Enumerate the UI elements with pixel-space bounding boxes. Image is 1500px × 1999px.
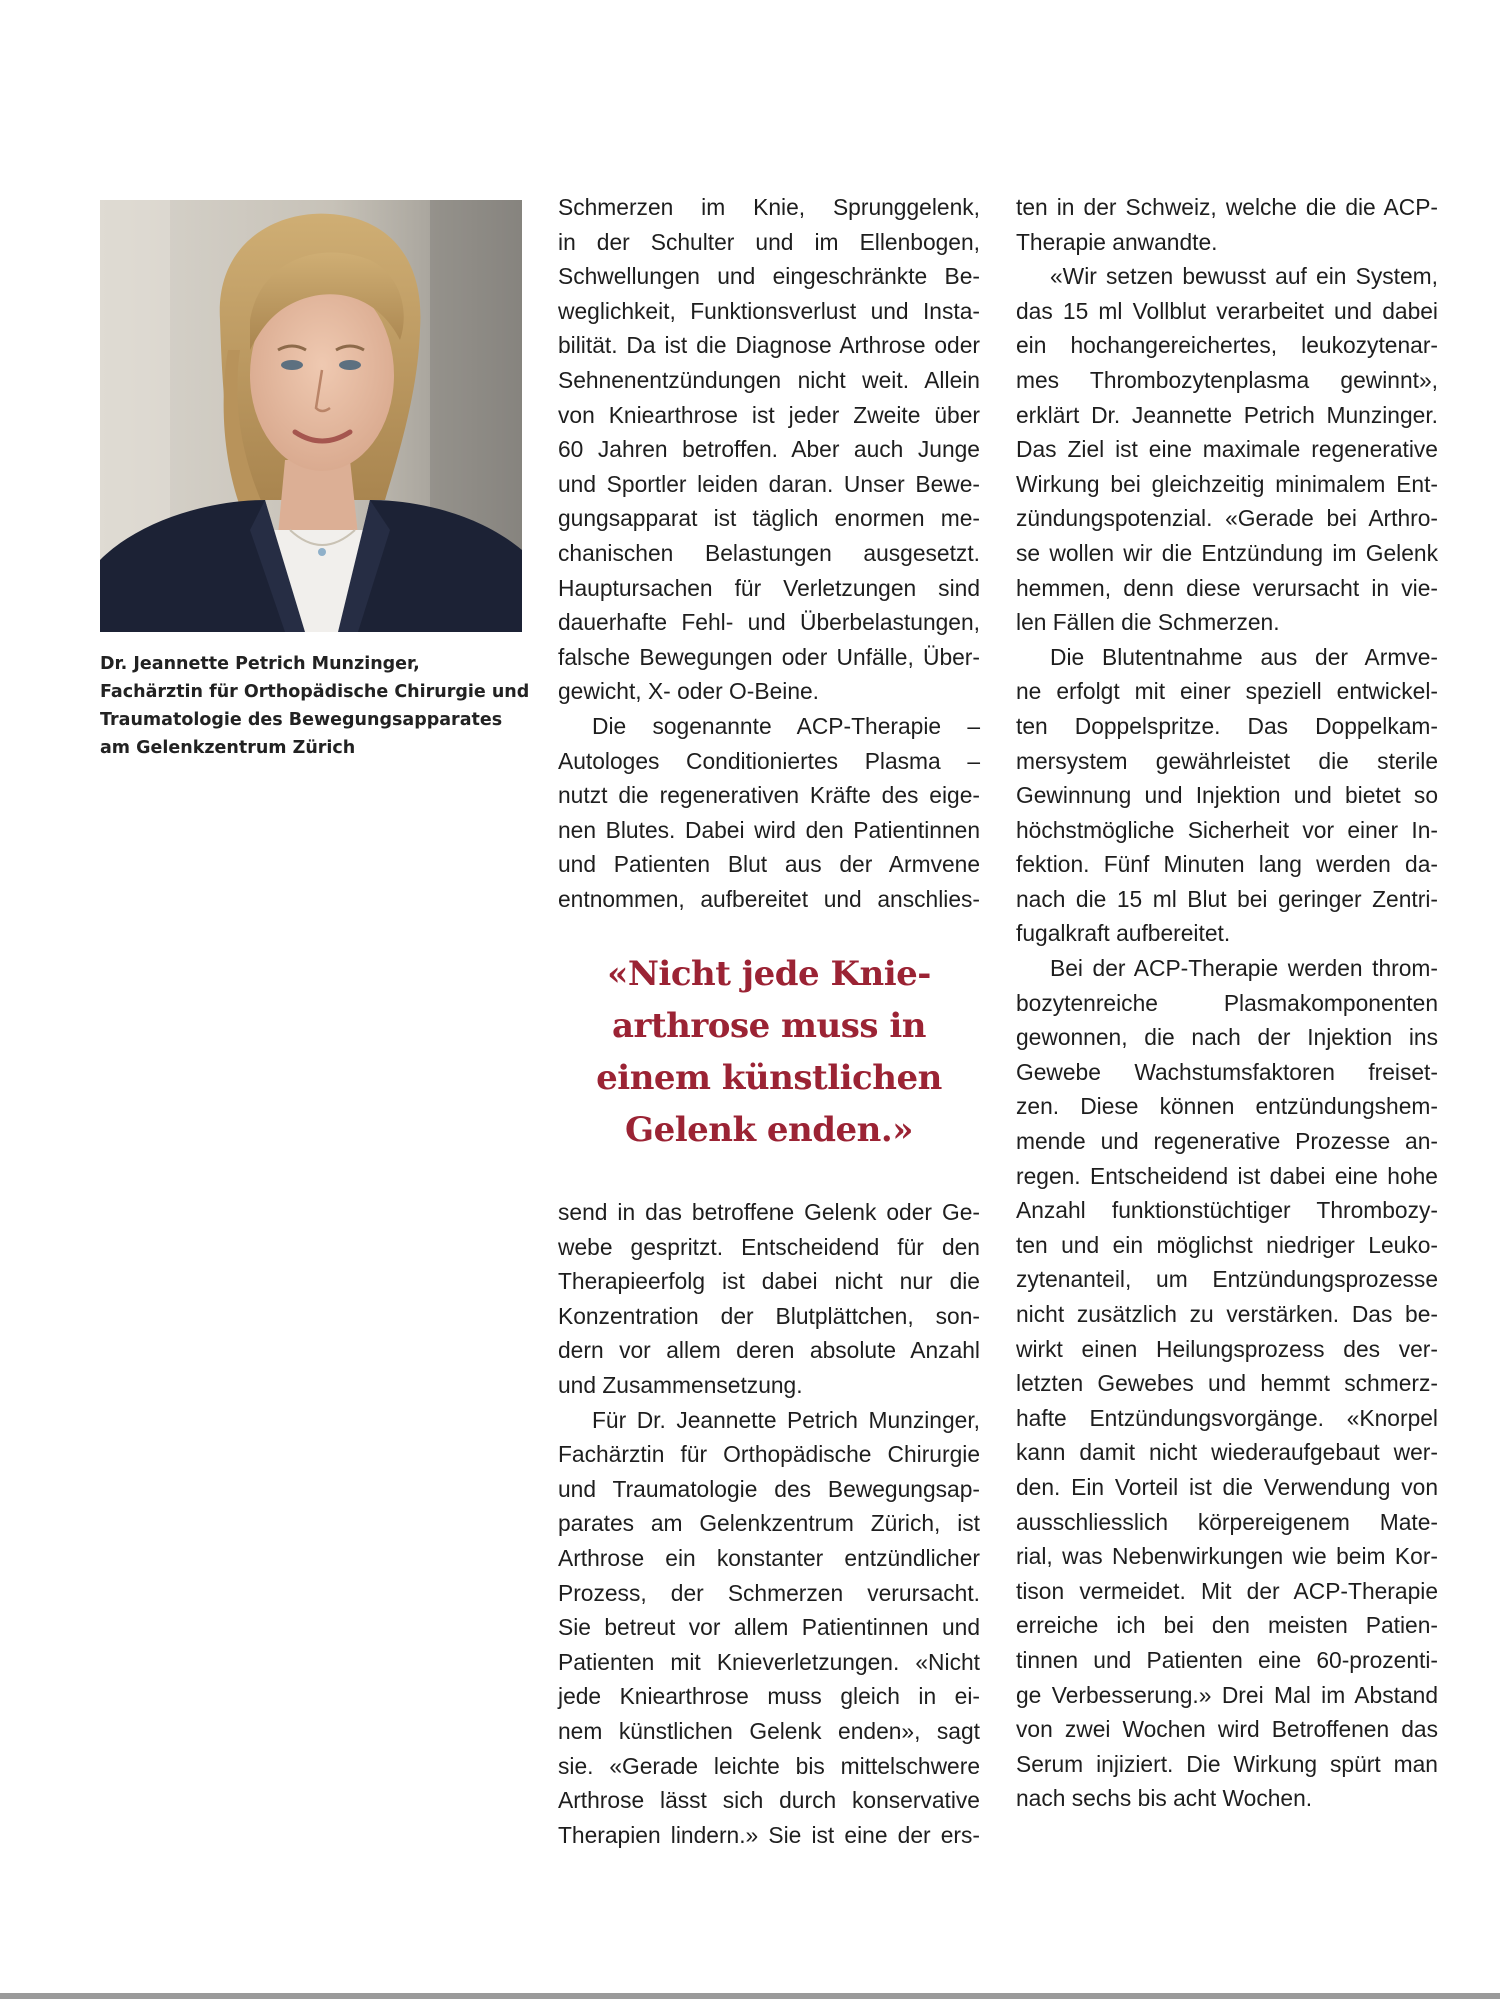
text-line: mersystem gewährleistet die sterile (1016, 747, 1438, 774)
text-line: nach sechs bis acht Wochen. (1016, 1785, 1313, 1812)
text-line: das 15 ml Vollblut verarbeitet und dabei (1016, 297, 1438, 324)
text-line: Therapieerfolg ist dabei nicht nur die (558, 1268, 980, 1295)
text-line: letzten Gewebes und hemmt schmerz- (1016, 1370, 1438, 1397)
text-line: und Sportler leiden daran. Unser Bewe- (558, 470, 980, 497)
article-column-1-bottom (558, 1195, 980, 1852)
text-line: fugalkraft aufbereitet. (1016, 920, 1231, 947)
pull-quote-line: arthrose muss in (611, 1006, 927, 1046)
text-line: ausschliesslich körpereigenem Mate- (1016, 1508, 1438, 1535)
text-line: Autologes Conditioniertes Plasma – (558, 747, 980, 774)
article-column-1-top (558, 190, 980, 916)
text-line: Fachärztin für Orthopädische Chirurgie (558, 1441, 980, 1468)
text-line: Die Blutentnahme aus der Armve- (1050, 643, 1438, 670)
text-line: Arthrose ein konstanter entzündlicher (558, 1544, 980, 1571)
text-line: zytenanteil, um Entzündungsprozesse (1016, 1266, 1438, 1293)
text-line: höchstmögliche Sicherheit vor einer In- (1016, 816, 1438, 843)
text-line: Anzahl funktionstüchtiger Thrombozy- (1016, 1197, 1438, 1224)
text-line: se wollen wir die Entzündung im Gelenk (1016, 539, 1438, 566)
text-line: und Traumatologie des Bewegungsap- (558, 1475, 980, 1502)
text-line: tinnen und Patienten eine 60-prozenti- (1016, 1646, 1438, 1673)
text-line: Bei der ACP-Therapie werden throm- (1050, 955, 1438, 982)
text-line: Schmerzen im Knie, Sprunggelenk, (558, 194, 980, 220)
text-line: ten Doppelspritze. Das Doppelkam- (1016, 712, 1438, 739)
text-line: Hauptursachen für Verletzungen sind (558, 574, 980, 601)
text-line: ein hochangereichertes, leukozytenar- (1016, 332, 1438, 359)
text-line: nem künstlichen Gelenk enden», sagt (558, 1717, 980, 1744)
text-line: den. Ein Vorteil ist die Verwendung von (1016, 1473, 1438, 1500)
text-line: und Zusammensetzung. (558, 1371, 803, 1398)
text-line: nen Blutes. Dabei wird den Patientinnen (558, 816, 980, 843)
text-line: ne erfolgt mit einer speziell entwickel- (1016, 678, 1438, 705)
text-line: bilität. Da ist die Diagnose Arthrose oder (558, 332, 980, 359)
text-line: entnommen, aufbereitet und anschlies- (558, 885, 980, 912)
text-line: nicht zusätzlich zu verstärken. Das be- (1016, 1301, 1438, 1327)
text-line: Die sogenannte ACP-Therapie – (592, 712, 980, 739)
pull-quote (558, 948, 980, 1156)
text-line: Für Dr. Jeannette Petrich Munzinger, (592, 1406, 980, 1433)
text-line: Schwellungen und eingeschränkte Be- (558, 263, 980, 290)
text-line: zen. Diese können entzündungshem- (1016, 1093, 1438, 1120)
text-line: Konzentration der Blutplättchen, son- (558, 1302, 980, 1329)
text-line: Sie betreut vor allem Patientinnen und (558, 1614, 980, 1641)
text-line: len Fällen die Schmerzen. (1016, 609, 1280, 636)
text-line: ge Verbesserung.» Drei Mal im Abstand (1016, 1681, 1438, 1708)
text-line: webe gespritzt. Entscheidend für den (558, 1233, 980, 1260)
text-line: 60 Jahren betroffen. Aber auch Junge (558, 436, 980, 463)
text-line: mes Thrombozytenplasma gewinnt», (1016, 366, 1438, 393)
article-column-2 (1016, 190, 1438, 1816)
text-line: sie. «Gerade leichte bis mittelschwere (558, 1752, 980, 1779)
text-line: wirkt einen Heilungsprozess des ver- (1016, 1335, 1438, 1362)
text-line: und Patienten Blut aus der Armvene (558, 851, 980, 878)
text-line: bozytenreiche Plasmakomponenten (1016, 989, 1438, 1016)
text-line: hemmen, denn diese verursacht in vie- (1016, 574, 1438, 601)
text-line: gungsapparat ist täglich enormen me- (558, 505, 980, 532)
text-line: Gewinnung und Injektion und bietet so (1016, 782, 1438, 809)
text-line: zündungspotenzial. «Gerade bei Arthro- (1016, 505, 1438, 532)
text-line: Patienten mit Knieverletzungen. «Nicht (558, 1648, 980, 1675)
caption-line: Traumatologie des Bewegungsapparates (100, 710, 503, 730)
text-line: erreiche ich bei den meisten Patien- (1016, 1612, 1438, 1639)
text-line: kann damit nicht wiederaufgebaut wer- (1016, 1439, 1438, 1466)
text-line: mende und regenerative Prozesse an- (1016, 1128, 1438, 1155)
text-line: Wirkung bei gleichzeitig minimalem Ent- (1016, 470, 1438, 497)
text-line: dauerhafte Fehl- und Überbelastungen, (558, 609, 980, 636)
text-line: Serum injiziert. Die Wirkung spürt man (1016, 1750, 1438, 1777)
portrait-photo (100, 200, 522, 632)
text-line: tison vermeidet. Mit der ACP-Therapie (1016, 1577, 1438, 1604)
caption-line: Dr. Jeannette Petrich Munzinger, (100, 654, 420, 674)
pull-quote-line: Gelenk enden.» (625, 1110, 913, 1150)
text-line: «Wir setzen bewusst auf ein System, (1050, 263, 1438, 290)
text-line: fektion. Fünf Minuten lang werden da- (1016, 851, 1438, 878)
text-line: jede Kniearthrose muss gleich in ei- (558, 1683, 980, 1710)
photo-caption (100, 650, 530, 762)
text-line: von zwei Wochen wird Betroffenen das (1016, 1716, 1438, 1743)
text-line: gewonnen, die nach der Injektion ins (1016, 1024, 1438, 1051)
text-line: Prozess, der Schmerzen verursacht. (558, 1579, 980, 1606)
portrait-photo-icon (100, 200, 522, 632)
pull-quote-line: «Nicht jede Knie- (607, 954, 931, 994)
pull-quote-line: einem künstlichen (596, 1058, 942, 1098)
text-line: ten und ein möglichst niedriger Leuko- (1016, 1231, 1438, 1258)
text-line: Arthrose lässt sich durch konservative (558, 1787, 980, 1814)
caption-line: Fachärztin für Orthopädische Chirurgie und (100, 682, 530, 702)
text-line: in der Schulter und im Ellenbogen, (558, 228, 980, 255)
text-line: nutzt die regenerativen Kräfte des eige- (558, 782, 980, 809)
text-line: weglichkeit, Funktionsverlust und Insta- (558, 297, 980, 324)
caption-line: am Gelenkzentrum Zürich (100, 738, 356, 758)
text-line: falsche Bewegungen oder Unfälle, Über- (558, 643, 980, 670)
text-line: Therapie anwandte. (1016, 228, 1218, 255)
text-line: von Kniearthrose ist jeder Zweite über (558, 401, 980, 428)
text-line: Sehnenentzündungen nicht weit. Allein (558, 366, 980, 393)
page-bottom-border (0, 1993, 1500, 1999)
text-line: gewicht, X- oder O-Beine. (558, 678, 820, 705)
text-line: nach die 15 ml Blut bei geringer Zentri- (1016, 885, 1438, 912)
text-line: parates am Gelenkzentrum Zürich, ist (558, 1510, 980, 1537)
text-line: erklärt Dr. Jeannette Petrich Munzinger. (1016, 401, 1438, 428)
text-line: ten in der Schweiz, welche die die ACP- (1016, 194, 1438, 220)
text-line: chanischen Belastungen ausgesetzt. (558, 539, 980, 566)
text-line: Das Ziel ist eine maximale regenerative (1016, 436, 1438, 463)
text-line: hafte Entzündungsvorgänge. «Knorpel (1016, 1404, 1438, 1431)
text-line: rial, was Nebenwirkungen wie beim Kor- (1016, 1543, 1438, 1570)
text-line: send in das betroffene Gelenk oder Ge- (558, 1199, 980, 1225)
text-line: Therapien lindern.» Sie ist eine der ers- (558, 1821, 980, 1848)
text-line: Gewebe Wachstumsfaktoren freiset- (1016, 1058, 1438, 1085)
text-line: dern vor allem deren absolute Anzahl (558, 1337, 980, 1364)
text-line: regen. Entscheidend ist dabei eine hohe (1016, 1162, 1438, 1189)
